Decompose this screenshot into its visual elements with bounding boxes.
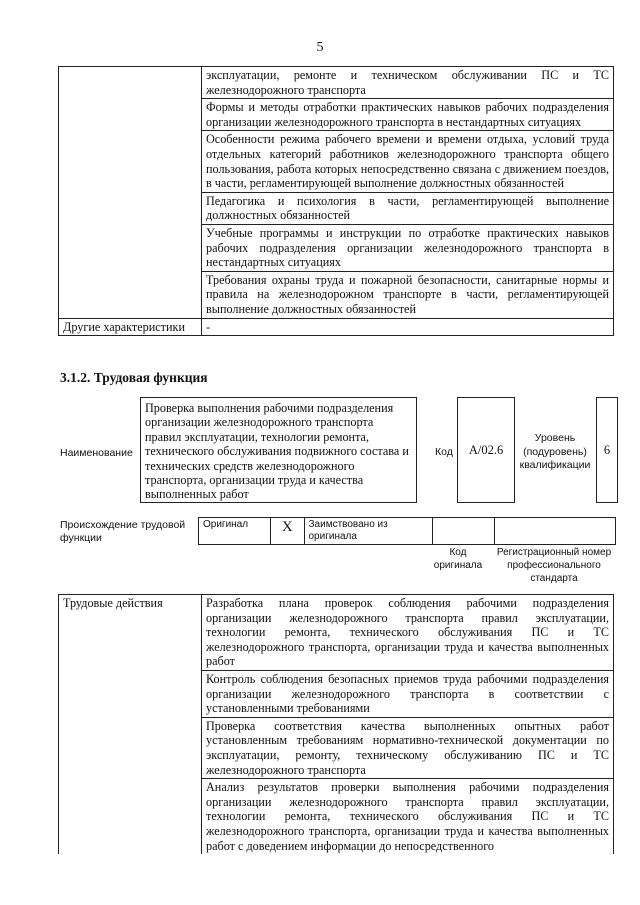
- origin-table: [198, 517, 616, 545]
- labor-action-item: Проверка соответствия качества выполненных опытных работ установленным требованиям нормативно-технической документации по эксплуатации, ремонту, техническому обслуживанию ПС и ТС железнодорожного транспорта: [202, 717, 614, 778]
- original-label: Оригинал: [199, 518, 271, 545]
- labor-action-item: Контроль соблюдения безопасных приемов труда рабочими подразделения организации железнодорожного транспорта в соответствии с установленными требованиями: [202, 670, 614, 717]
- registration-number-caption: Регистрационный номер профессионального стандарта: [496, 547, 612, 584]
- knowledge-item: Педагогика и психология в части, регламентирующей выполнение должностных обязанностей: [202, 192, 614, 224]
- section-title: 3.1.2. Трудовая функция: [60, 370, 208, 385]
- registration-number-cell: [495, 518, 616, 545]
- borrowed-label: Заимствовано из оригинала: [304, 518, 433, 545]
- level-value-box: 6: [596, 397, 618, 503]
- knowledge-item: эксплуатации, ремонте и техническом обслуживании ПС и ТС железнодорожного транспорта: [202, 67, 614, 99]
- original-mark: X: [271, 518, 304, 545]
- origin-label: Происхождение трудовой функции: [60, 519, 186, 544]
- other-characteristics-label: Другие характеристики: [59, 318, 202, 336]
- table-row: [59, 67, 614, 99]
- labor-action-item: Анализ результатов проверки выполнения рабочими подразделения организации железнодорожного транспорта правил эксплуатации, технологии ремонта, технического обслуживания ПС и ТС железнодорожного транспорта, организации труда и качества выполненных работ с доведением информации до непосредственного: [202, 779, 614, 854]
- original-code-cell: [433, 518, 495, 545]
- knowledge-table: [58, 66, 614, 336]
- other-characteristics-value: -: [202, 318, 614, 336]
- table-row: [59, 595, 614, 671]
- knowledge-item: Требования охраны труда и пожарной безопасности, санитарные нормы и правила на железнодорожном транспорте в части, регламентирующей выполнение должностных обязанностей: [202, 271, 614, 318]
- code-label: Код: [435, 446, 453, 458]
- original-code-caption: Код оригинала: [433, 547, 483, 571]
- labor-action-item: Разработка плана проверок соблюдения рабочими подразделения организации железнодорожного транспорта правил эксплуатации, технологии ремонта, технического обслуживания ПС и ТС железнодорожного транспорта, организации труда и качества выполненных работ: [202, 595, 614, 671]
- knowledge-item: Особенности режима рабочего времени и времени отдыха, условий труда отдельных категорий работников железнодорожного транспорта общего пользования, работа которых непосредственно связана с движением поездов, в части, регламентирующей выполнение должностных обязанностей: [202, 131, 614, 192]
- level-label: Уровень (подуровень) квалификации: [519, 432, 591, 471]
- table-row: [199, 518, 616, 545]
- name-label: Наименование: [60, 447, 133, 459]
- code-value-box: A/02.6: [457, 397, 515, 503]
- table-row: [59, 318, 614, 336]
- labor-actions-table: [58, 594, 614, 854]
- labor-actions-label: Трудовые действия: [59, 595, 202, 855]
- knowledge-item: Формы и методы отработки практических навыков рабочих подразделения организации железнодорожного транспорта в нестандартных ситуациях: [202, 99, 614, 131]
- page-number: 5: [316, 40, 324, 55]
- knowledge-item: Учебные программы и инструкции по отработке практических навыков рабочих подразделения организации железнодорожного транспорта в нестандартных ситуациях: [202, 224, 614, 271]
- knowledge-label-cell: [59, 67, 202, 319]
- function-name-box: Проверка выполнения рабочими подразделения организации железнодорожного транспорта правил эксплуатации, технологии ремонта, технического обслуживания подвижного состава и технических средств железнодорожного транспорта, организации труда и качества выполненных работ: [140, 397, 417, 503]
